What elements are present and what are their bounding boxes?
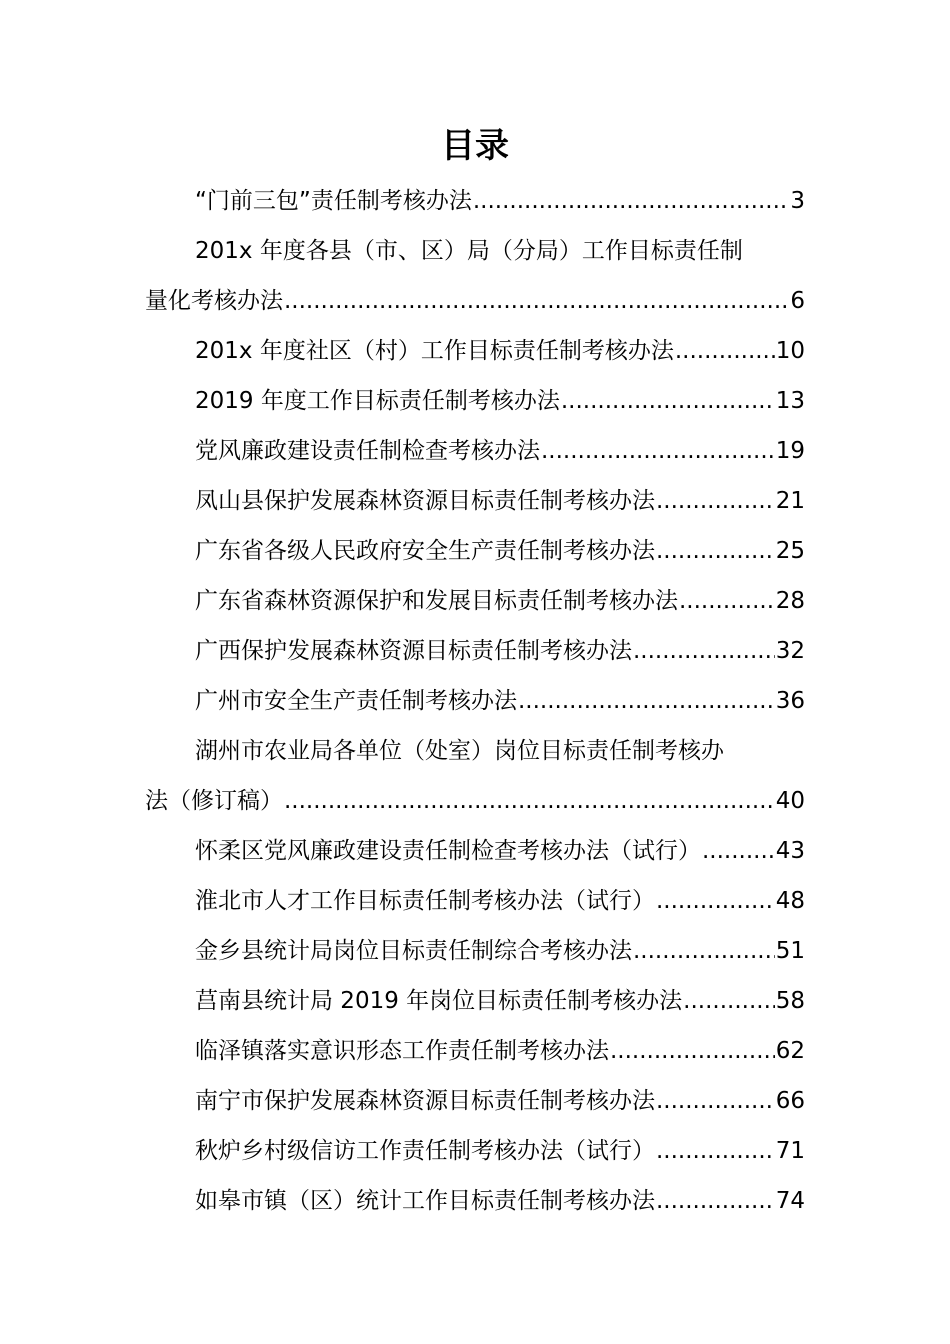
toc-entry-title: 如皋市镇（区）统计工作目标责任制考核办法 [195,1188,655,1214]
toc-entry[interactable] [145,626,805,676]
toc-entry-title: “门前三包”责任制考核办法 [195,188,472,214]
toc-entry-title: 秋炉乡村级信访工作责任制考核办法（试行） [195,1138,655,1164]
dot-leader [679,576,775,626]
toc-title: 目录 [441,126,509,166]
toc-entry[interactable] [145,1026,805,1076]
toc-entry-title: 党风廉政建设责任制检查考核办法 [195,438,540,464]
toc-entry-title: 广东省森林资源保护和发展目标责任制考核办法 [195,588,678,614]
toc-entry[interactable] [145,576,805,626]
dot-leader [633,626,775,676]
dot-leader [284,776,775,826]
toc-entry-title: 广东省各级人民政府安全生产责任制考核办法 [195,538,655,564]
dot-leader [702,826,775,876]
toc-page-number: 36 [775,688,805,714]
toc-entry[interactable] [145,426,805,476]
toc-page-number: 74 [775,1188,805,1214]
toc-entry[interactable] [145,376,805,426]
toc-entry-title: 法（修订稿） [145,788,283,814]
toc-entry[interactable] [145,226,805,326]
dot-leader [683,976,775,1026]
dot-leader [518,676,775,726]
toc-entry[interactable] [145,176,805,226]
toc-entry[interactable] [145,876,805,926]
toc-entry[interactable] [145,526,805,576]
toc-entry-title: 广州市安全生产责任制考核办法 [195,688,517,714]
toc-page-number: 13 [775,388,805,414]
table-of-contents [145,176,805,1226]
toc-entry-title: 怀柔区党风廉政建设责任制检查考核办法（试行） [195,838,701,864]
toc-entry[interactable] [145,1126,805,1176]
toc-entry-title: 凤山县保护发展森林资源目标责任制考核办法 [195,488,655,514]
toc-entry-title: 淮北市人才工作目标责任制考核办法（试行） [195,888,655,914]
dot-leader [284,276,789,326]
toc-entry-title: 广西保护发展森林资源目标责任制考核办法 [195,638,632,664]
toc-entry-title: 201x 年度各县（市、区）局（分局）工作目标责任制 [195,238,743,264]
toc-entry[interactable] [145,976,805,1026]
dot-leader [656,876,775,926]
toc-page-number: 51 [775,938,805,964]
toc-page-number: 32 [775,638,805,664]
toc-entry[interactable] [145,476,805,526]
dot-leader [656,1176,775,1226]
toc-page-number: 66 [775,1088,805,1114]
toc-page-number: 40 [775,788,805,814]
toc-entry-title: 湖州市农业局各单位（处室）岗位目标责任制考核办 [195,738,724,764]
toc-entry[interactable] [145,726,805,826]
toc-entry-title: 莒南县统计局 2019 年岗位目标责任制考核办法 [195,988,683,1014]
toc-entry[interactable] [145,1176,805,1226]
toc-page-number: 19 [775,438,805,464]
toc-page-number: 62 [775,1038,805,1064]
toc-page-number: 3 [790,188,805,214]
toc-entry[interactable] [145,326,805,376]
dot-leader [561,376,775,426]
toc-page-number: 43 [775,838,805,864]
toc-entry[interactable] [145,1076,805,1126]
toc-entry-title: 金乡县统计局岗位目标责任制综合考核办法 [195,938,632,964]
toc-page-number: 71 [775,1138,805,1164]
toc-page-number: 48 [775,888,805,914]
toc-entry-title: 临泽镇落实意识形态工作责任制考核办法 [195,1038,609,1064]
dot-leader [633,926,775,976]
toc-entry-title: 2019 年度工作目标责任制考核办法 [195,388,560,414]
toc-entry[interactable] [145,676,805,726]
toc-entry[interactable] [145,826,805,876]
toc-entry[interactable] [145,926,805,976]
toc-page-number: 21 [775,488,805,514]
dot-leader [656,1126,775,1176]
dot-leader [610,1026,775,1076]
toc-page-number: 6 [790,288,805,314]
toc-page-number: 28 [775,588,805,614]
toc-entry-title: 201x 年度社区（村）工作目标责任制考核办法 [195,338,674,364]
toc-page-number: 25 [775,538,805,564]
toc-page-number: 10 [775,338,805,364]
dot-leader [473,176,790,226]
dot-leader [656,1076,775,1126]
toc-page-number: 58 [775,988,805,1014]
dot-leader [675,326,775,376]
toc-entry-title: 南宁市保护发展森林资源目标责任制考核办法 [195,1088,655,1114]
dot-leader [656,526,775,576]
dot-leader [656,476,775,526]
dot-leader [541,426,775,476]
toc-entry-title: 量化考核办法 [145,288,283,314]
